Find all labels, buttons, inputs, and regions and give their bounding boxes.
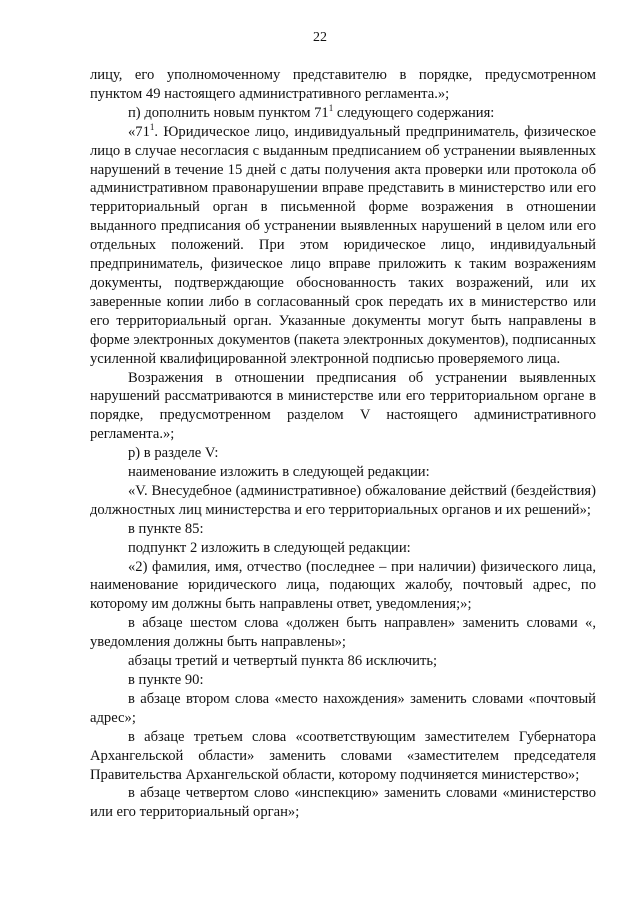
paragraph: в абзаце втором слова «место нахождения» заменить словами «почтовый адрес»; <box>90 690 596 726</box>
paragraph: «$71^1$. Юридическое лицо, индивидуальный предприниматель, физическое лицо в случае несогласия с выданным предписанием об устранении выявленных нарушений в течение 15 дней с даты получения акта проверки или протокола об административном правонарушении вправе представить в министерство или его территориальный орган в письменной форме возражения в отношении выданного предписания об устранении выявленных нарушений в целом или его отдельных положений. При этом юридическое лицо, индивидуальный предприниматель, физическое лицо вправе приложить к таким возражениям документы, подтверждающие обоснованность таких возражений, или их заверенные копии либо в согласованный срок передать их в министерство или его территориальный орган. Указанные документы могут быть направлены в форме электронных документов (пакета электронных документов), подписанных усиленной квалифицированной электронной подписью проверяемого лица. <box>90 121 596 367</box>
superscript: 1 <box>328 102 334 113</box>
page-number: 22 <box>313 30 327 45</box>
paragraph: п) дополнить новым пунктом $71^1$ следующего содержания: <box>128 102 495 121</box>
paragraph: подпункт 2 изложить в следующей редакции: <box>128 539 411 556</box>
paragraph: в пункте 85: <box>128 520 204 537</box>
paragraph: наименование изложить в следующей редакции: <box>128 464 430 481</box>
paragraph: «2) фамилия, имя, отчество (последнее – при наличии) физического лица, наименование юридического лица, подающих жалобу, почтовый адрес, по которому им должны быть направлены ответ, уведомления;»; <box>90 558 596 613</box>
paragraph: лицу, его уполномоченному представителю в порядке, предусмотренном пунктом 49 настоящего административного регламента.»; <box>90 67 596 102</box>
document-body <box>90 66 596 822</box>
paragraph: «V. Внесудебное (административное) обжалование действий (бездействия) должностных лиц министерства и его территориальных органов и их решений»; <box>90 482 596 518</box>
superscript: 1 <box>149 121 155 132</box>
paragraph: в абзаце третьем слова «соответствующим заместителем Губернатора Архангельской области» заменить словами «заместителем председателя Правительства Архангельской области, которому подчиняется министерство»; <box>90 728 596 783</box>
paragraph: в абзаце шестом слова «должен быть направлен» заменить словами «, уведомления должны быть направлены»; <box>90 615 596 651</box>
paragraph: р) в разделе V: <box>128 445 219 462</box>
paragraph: Возражения в отношении предписания об устранении выявленных нарушений рассматриваются в министерстве или его территориальном органе в порядке, предусмотренном разделом V настоящего административного регламента.»; <box>90 369 596 443</box>
paragraph: в пункте 90: <box>128 672 204 688</box>
paragraph: в абзаце четвертом слово «инспекцию» заменить словами «министерство или его территориальный орган»; <box>90 785 596 821</box>
paragraph: абзацы третий и четвертый пункта 86 исключить; <box>128 653 438 670</box>
